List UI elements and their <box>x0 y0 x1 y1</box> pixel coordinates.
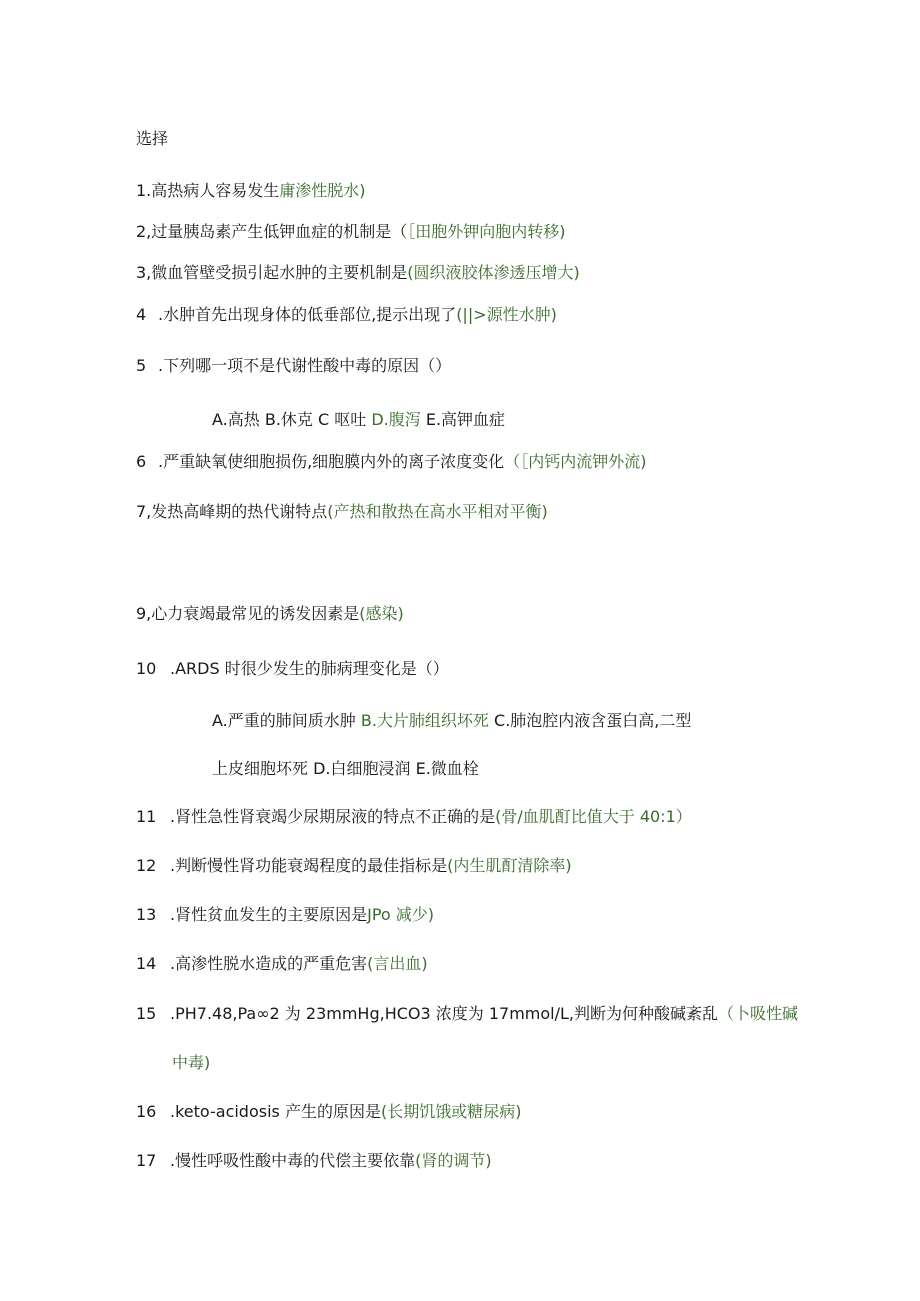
question-number: 16 <box>136 1102 157 1121</box>
options-text: E.高钾血症 <box>425 410 506 429</box>
question-7 <box>136 501 548 523</box>
question-text: 2,过量胰岛素产生低钾血症的机制是（ <box>136 222 408 241</box>
question-5 <box>136 355 451 377</box>
answer-text: JPo 减少) <box>367 905 435 924</box>
answer-text: 庸渗性脱水) <box>279 181 366 200</box>
answer-text: (肾的调节) <box>415 1151 492 1170</box>
answer-text: (圆织液胶体渗透压增大) <box>407 263 580 282</box>
question-text: .判断慢性肾功能衰竭程度的最佳指标是 <box>170 856 448 875</box>
answer-text: (骨/血肌酊比值大于 40:1） <box>495 807 692 826</box>
question-15 <box>136 1003 798 1025</box>
answer-text: （卜吸性碱 <box>718 1004 799 1023</box>
answer-text: ［田胞外钾向胞内转移) <box>407 222 566 241</box>
question-text: 9,心力衰竭最常见的诱发因素是 <box>136 604 360 623</box>
question-3 <box>136 262 580 284</box>
answer-text: (||>源性水肿) <box>456 305 557 324</box>
question-5-options <box>212 409 505 431</box>
question-1 <box>136 180 366 202</box>
question-number: 5 <box>136 356 147 375</box>
question-text: 3,微血管壁受损引起水肿的主要机制是 <box>136 263 408 282</box>
question-number: 12 <box>136 856 157 875</box>
question-text: .PH7.48,Pa∞2 为 23mmHg,HCO3 浓度为 17mmol/L,判断为何种酸碱紊乱 <box>170 1004 719 1023</box>
question-6 <box>136 451 646 473</box>
question-text: .高渗性脱水造成的严重危害 <box>170 954 368 973</box>
answer-text: （［内钙内流钾外流) <box>504 452 647 471</box>
question-text: .水肿首先出现身体的低垂部位,提示出现了 <box>158 305 457 324</box>
question-14 <box>136 953 428 975</box>
question-text: 1.高热病人容易发生 <box>136 181 280 200</box>
question-number: 6 <box>136 452 147 471</box>
question-13 <box>136 904 434 926</box>
question-15-answer-cont: 中毒) <box>172 1053 211 1072</box>
question-text: .严重缺氧使细胞损伤,细胞膜内外的离子浓度变化 <box>158 452 505 471</box>
question-number: 10 <box>136 659 157 678</box>
options-text: A.高热 B.休克 C 呕吐 <box>212 410 367 429</box>
question-number: 4 <box>136 305 147 324</box>
question-4 <box>136 304 557 326</box>
question-number: 13 <box>136 905 157 924</box>
question-2 <box>136 221 566 243</box>
options-text: A.严重的肺间质水肿 <box>212 711 356 730</box>
page-title: 选择 <box>136 129 169 148</box>
answer-text: (言出血) <box>367 954 428 973</box>
question-9 <box>136 603 404 625</box>
question-text: .慢性呼吸性酸中毒的代偿主要依靠 <box>170 1151 416 1170</box>
question-10-options <box>212 710 691 732</box>
question-12 <box>136 855 572 877</box>
question-16 <box>136 1101 521 1123</box>
question-17 <box>136 1150 492 1172</box>
question-10 <box>136 658 449 680</box>
answer-text: (产热和散热在高水平相对平衡) <box>327 502 548 521</box>
question-11 <box>136 806 692 828</box>
question-number: 14 <box>136 954 157 973</box>
answer-text: (感染) <box>359 604 404 623</box>
question-text: .肾性贫血发生的主要原因是 <box>170 905 368 924</box>
question-text: .下列哪一项不是代谢性酸中毒的原因（） <box>158 356 452 375</box>
question-text: 7,发热高峰期的热代谢特点 <box>136 502 328 521</box>
answer-text: (长期饥饿或糖尿病) <box>380 1102 522 1121</box>
question-text: .ARDS 时很少发生的肺病理变化是（） <box>170 659 449 678</box>
question-text: .肾性急性肾衰竭少尿期尿液的特点不正确的是 <box>170 807 496 826</box>
question-10-options-line2 <box>212 758 479 780</box>
question-number: 15 <box>136 1004 157 1023</box>
answer-option: B.大片肺组织坏死 <box>360 711 489 730</box>
question-number: 17 <box>136 1151 157 1170</box>
answer-text: (内生肌酊清除率) <box>447 856 572 875</box>
question-text: .keto-acidosis 产生的原因是 <box>170 1102 381 1121</box>
answer-option: D.腹泻 <box>371 410 421 429</box>
options-text: 上皮细胞坏死 D.白细胞浸润 E.微血栓 <box>212 759 479 778</box>
options-text: C.肺泡腔内液含蛋白高,二型 <box>494 711 692 730</box>
question-number: 11 <box>136 807 157 826</box>
